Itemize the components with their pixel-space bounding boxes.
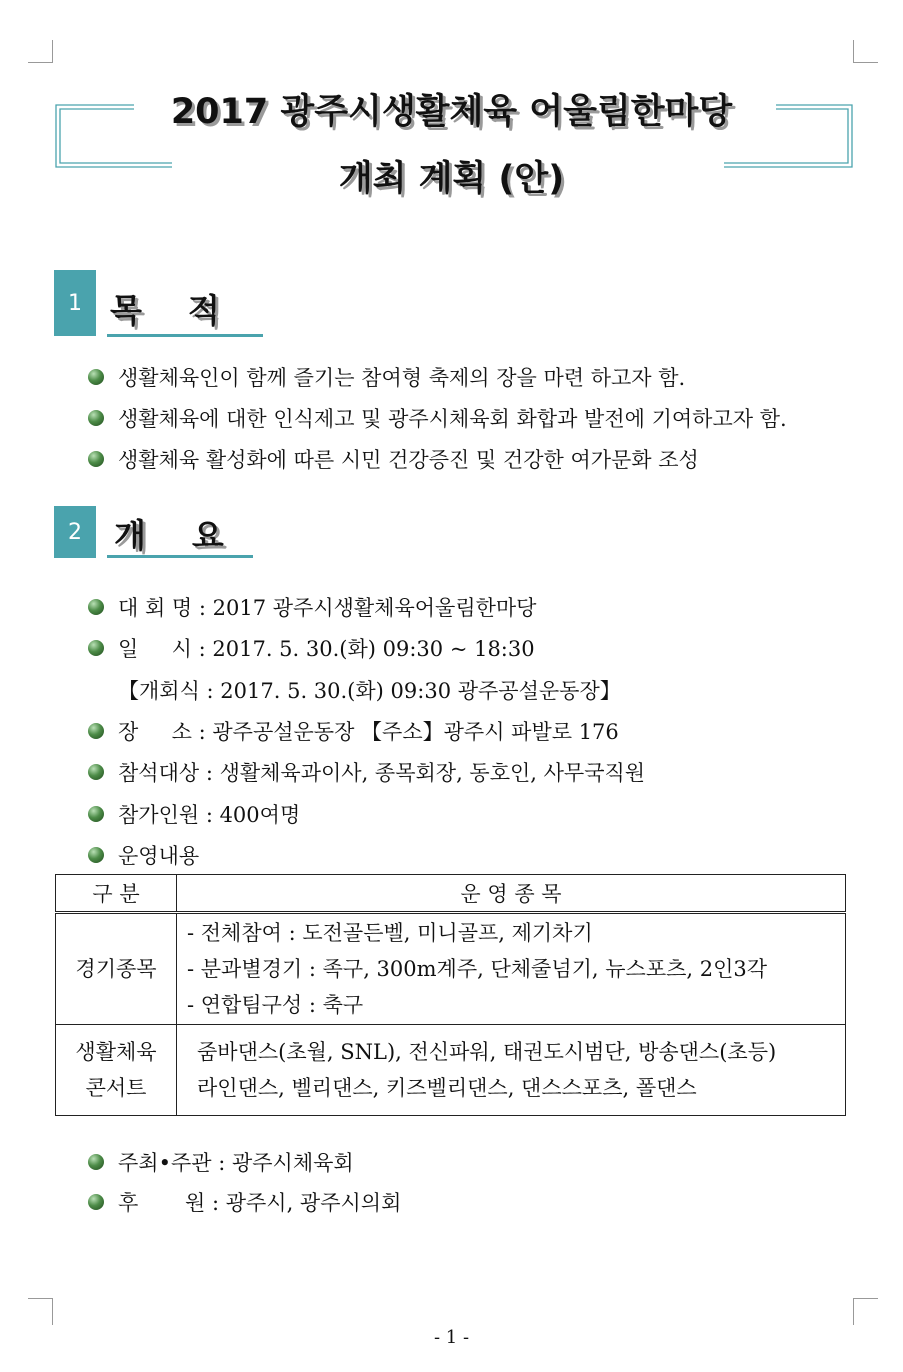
overview-item-sponsor: 후 원 : 광주시, 광주시의회 [88,1187,401,1217]
crop-mark-bottom-right [853,1298,878,1325]
section-2-number-badge: 2 [54,506,96,558]
crop-mark-bottom-left [28,1298,53,1325]
program-table [55,874,846,1116]
overview-item-attendees: 참석대상 : 생활체육과이사, 종목회장, 동호인, 사무국직원 [88,757,645,787]
table-cell-items [177,1025,846,1116]
purpose-bullet: 생활체육인이 함께 즐기는 참여형 축제의 장을 마련 하고자 함. [88,362,685,392]
table-cell-category [56,1025,177,1116]
section-1-title: 목 적 [110,291,220,330]
bullet-icon [88,369,104,385]
table-category-line: 콘서트 [85,1076,147,1100]
bullet-icon [88,723,104,739]
table-cell-items [177,913,846,1025]
bullet-icon [88,1194,104,1210]
page-number: - 1 - [433,1327,470,1348]
table-item-line: - 전체참여 : 도전골든벨, 미니골프, 제기차기 [187,921,593,945]
overview-item-date: 일 시 : 2017. 5. 30.(화) 09:30 ~ 18:30 [88,633,535,663]
document-title-line1: 2017 광주시생활체육 어울림한마당 [170,92,733,132]
section-2-underline [107,555,253,558]
table-row [56,913,846,1025]
overview-item-event-name: 대 회 명 : 2017 광주시생활체육어울림한마당 [88,592,536,622]
section-2-title: 개 요 [114,516,224,555]
bullet-icon [88,599,104,615]
bullet-icon [88,451,104,467]
crop-mark-top-right [853,40,878,63]
table-cell-category: 경기종목 [56,913,177,1025]
table-row [56,1025,846,1116]
table-item-line: 라인댄스, 벨리댄스, 키즈벨리댄스, 댄스스포츠, 폴댄스 [197,1076,697,1100]
bullet-icon [88,410,104,426]
overview-item-opening: 【개회식 : 2017. 5. 30.(화) 09:30 광주공설운동장】 [118,679,621,703]
overview-item-program: 운영내용 [88,840,199,870]
bullet-icon [88,764,104,780]
table-header-category: 구 분 [56,875,177,913]
table-header-row [56,875,846,913]
document-title-line2: 개최 계획 (안) [338,159,565,199]
crop-mark-top-left [28,40,53,63]
overview-item-participants: 참가인원 : 400여명 [88,799,300,829]
table-item-line: - 분과별경기 : 족구, 300m계주, 단체줄넘기, 뉴스포츠, 2인3각 [187,957,768,981]
table-category-line: 생활체육 [75,1040,157,1064]
table-item-line: 줌바댄스(초월, SNL), 전신파워, 태권도시범단, 방송댄스(초등) [197,1040,777,1064]
table-header-program: 운 영 종 목 [177,875,846,913]
purpose-bullet: 생활체육에 대한 인식제고 및 광주시체육회 화합과 발전에 기여하고자 함. [88,403,787,433]
bullet-icon [88,1154,104,1170]
section-1-underline [107,334,263,337]
purpose-bullet: 생활체육 활성화에 따른 시민 건강증진 및 건강한 여가문화 조성 [88,444,699,474]
table-item-line: - 연합팀구성 : 축구 [187,993,364,1017]
bullet-icon [88,640,104,656]
overview-item-host: 주최•주관 : 광주시체육회 [88,1147,354,1177]
overview-item-venue: 장 소 : 광주공설운동장 【주소】광주시 파발로 176 [88,716,619,746]
bullet-icon [88,847,104,863]
bullet-icon [88,806,104,822]
section-1-number-badge: 1 [54,270,96,336]
